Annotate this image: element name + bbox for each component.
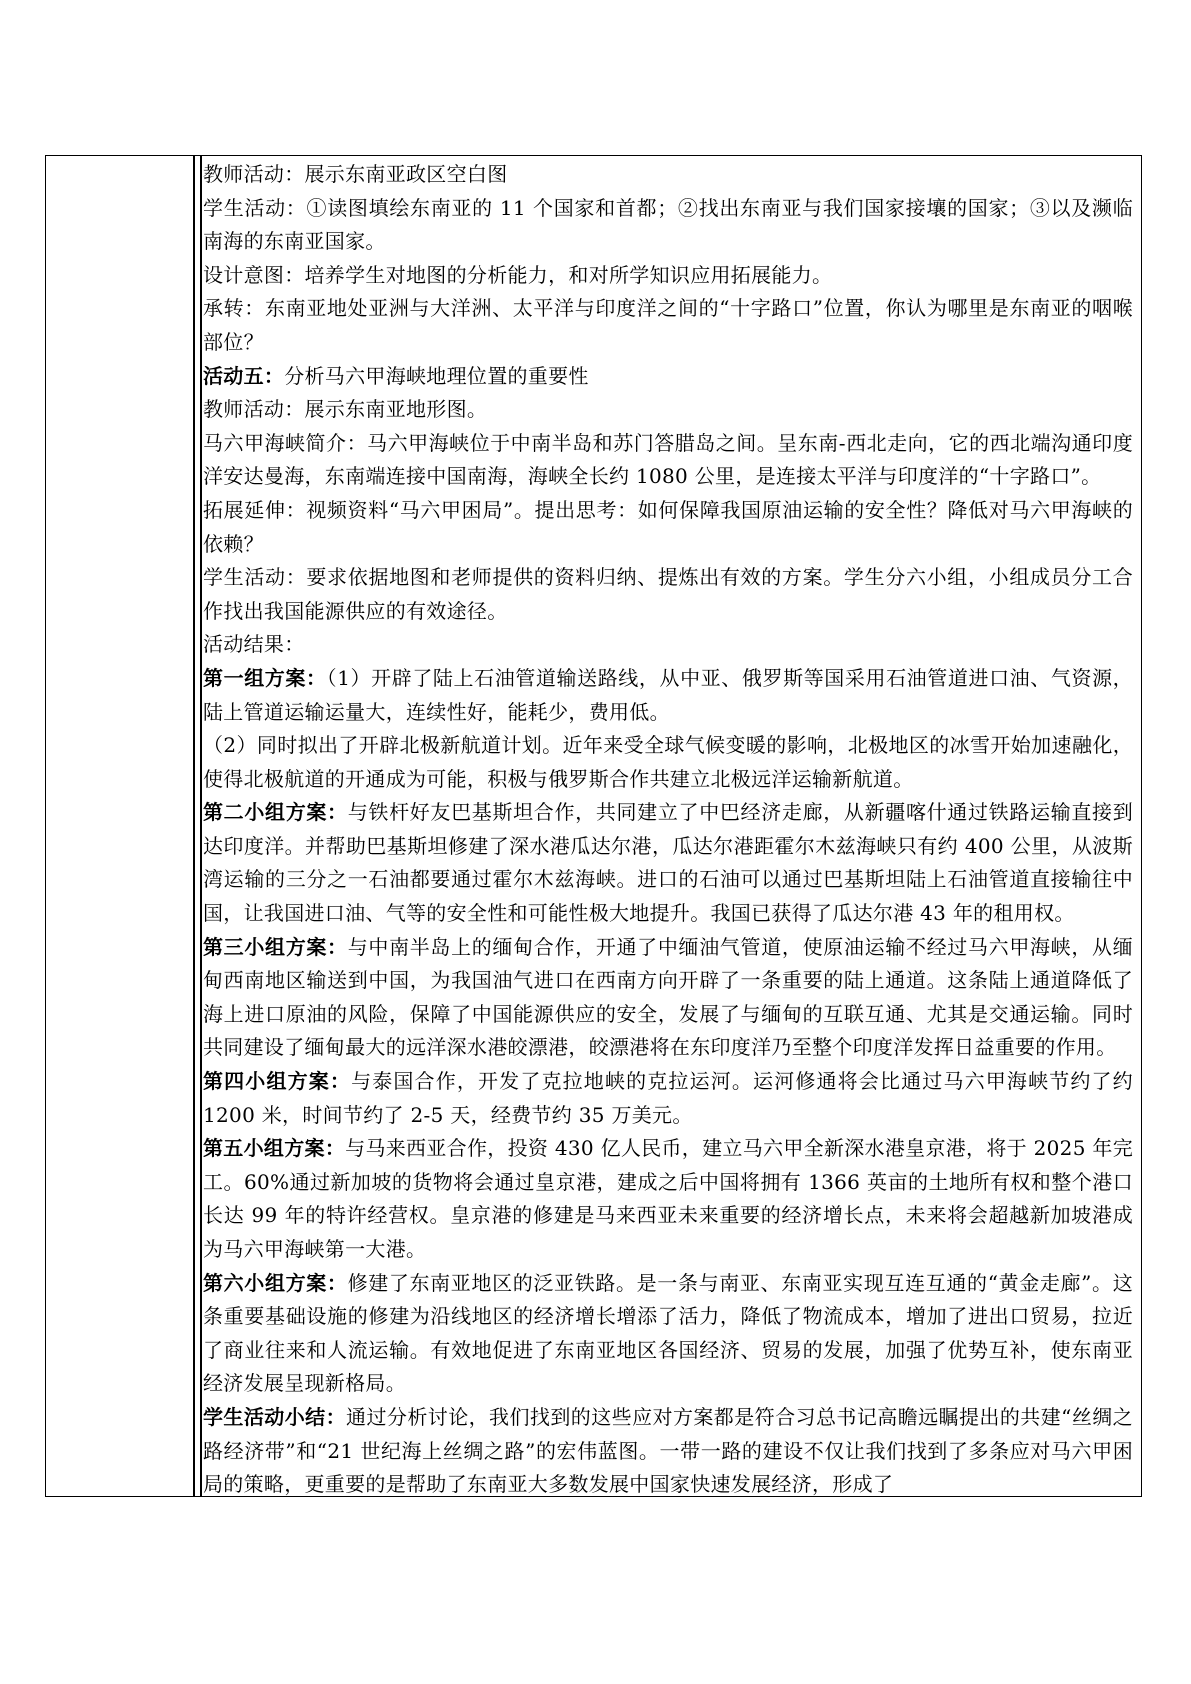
paragraph: 教师活动：展示东南亚政区空白图 [203,162,508,186]
group-plan: 第六小组方案：修建了东南亚地区的泛亚铁路。是一条与南亚、东南亚实现互连互通的“黄金走廊”。这条重要基础设施的修建为沿线地区的经济增长增添了活力，降低了物流成本，增加了进出口贸易，拉近了商业往来和人流运输。有效地促进了东南亚地区各国经济、贸易的发展，加强了优势互补，使东南亚经济发展呈现新格局。 [203,1270,1133,1396]
paragraph: 拓展延伸：视频资料“马六甲困局”。提出思考：如何保障我国原油运输的安全性？降低对马六甲海峡的依赖？ [203,497,1133,556]
column-divider [193,156,195,1496]
paragraph: 活动结果： [203,632,305,657]
paragraph: 马六甲海峡简介：马六甲海峡位于中南半岛和苏门答腊岛之间。呈东南-西北走向，它的西北端沟通印度洋安达曼海，东南端连接中国南海，海峡全长约 1080 公里，是连接太平洋与印度洋的“十字路口”。 [203,430,1133,489]
summary-paragraph: 学生活动小结：通过分析讨论，我们找到的这些应对方案都是符合习总书记高瞻远瞩提出的共建“丝绸之路经济带”和“21 世纪海上丝绸之路”的宏伟蓝图。一带一路的建设不仅让我们找到了多条应对马六甲困局的策略，更重要的是帮助了东南亚大多数发展中国家快速发展经济，形成了 [203,1404,1133,1497]
paragraph: 承转：东南亚地处亚洲与大洋洲、太平洋与印度洋之间的“十字路口”位置，你认为哪里是东南亚的咽喉部位？ [203,296,1133,354]
group-plan: 第三小组方案：与中南半岛上的缅甸合作，开通了中缅油气管道，使原油运输不经过马六甲海峡，从缅甸西南地区输送到中国，为我国油气进口在西南方向开辟了一条重要的陆上通道。这条陆上通道降低了海上进口原油的风险，保障了中国能源供应的安全，发展了与缅甸的互联互通、尤其是交通运输。同时共同建设了缅甸最大的远洋深水港皎漂港，皎漂港将在东印度洋乃至整个印度洋发挥日益重要的作用。 [203,934,1133,1060]
lesson-content [203,158,1133,1502]
paragraph: 设计意图：培养学生对地图的分析能力，和对所学知识应用拓展能力。 [203,262,833,287]
column-divider-inner [200,156,202,1496]
activity-heading: 活动五：分析马六甲海峡地理位置的重要性 [203,363,589,388]
paragraph: 教师活动：展示东南亚地形图。 [203,397,488,422]
group-plan: 第二小组方案：与铁杆好友巴基斯坦合作，共同建立了中巴经济走廊，从新疆喀什通过铁路运输直接到达印度洋。并帮助巴基斯坦修建了深水港瓜达尔港，瓜达尔港距霍尔木兹海峡只有约 400 公里，从波斯湾运输的三分之一石油都要通过霍尔木兹海峡。进口的石油可以通过巴基斯坦陆上石油管道直接输往中国，让我国进口油、气等的安全性和可能性极大地提升。我国已获得了瓜达尔港 43 年的租用权。 [203,800,1133,926]
group-plan: 第一组方案：（1）开辟了陆上石油管道输送路线，从中亚、俄罗斯等国采用石油管道进口油、气资源，陆上管道运输运量大，连续性好，能耗少，费用低。 [203,665,1133,724]
paragraph: （2）同时拟出了开辟北极新航道计划。近年来受全球气候变暖的影响，北极地区的冰雪开始加速融化，使得北极航道的开通成为可能，积极与俄罗斯合作共建立北极远洋运输新航道。 [203,733,1133,791]
group-plan: 第五小组方案：与马来西亚合作，投资 430 亿人民币，建立马六甲全新深水港皇京港，将于 2025 年完工。60%通过新加坡的货物将会通过皇京港，建成之后中国将拥有 1366 英亩的土地所有权和整个港口长达 99 年的特许经营权。皇京港的修建是马来西亚未来重要的经济增长点，未来将会超越新加坡港成为马六甲海峡第一大港。 [203,1136,1133,1261]
paragraph: 学生活动：要求依据地图和老师提供的资料归纳、提炼出有效的方案。学生分六小组，小组成员分工合作找出我国能源供应的有效途径。 [203,565,1133,623]
paragraph: 学生活动：①读图填绘东南亚的 11 个国家和首都；②找出东南亚与我们国家接壤的国家；③以及濒临南海的东南亚国家。 [203,195,1133,254]
group-plan: 第四小组方案：与泰国合作，开发了克拉地峡的克拉运河。运河修通将会比通过马六甲海峡节约了约 1200 米，时间节约了 2-5 天，经费节约 35 万美元。 [203,1069,1133,1127]
